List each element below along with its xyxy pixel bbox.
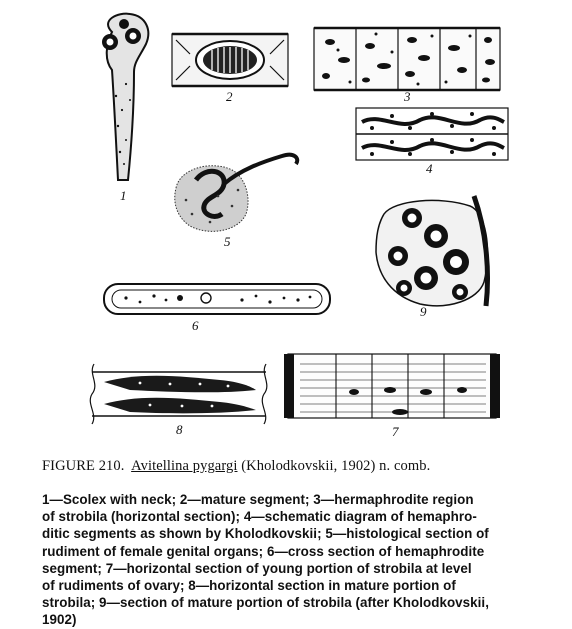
drawing-9-strobila-section: [376, 196, 488, 306]
figure-number-6: 6: [192, 318, 199, 333]
drawing-8-mature-horizontal-section: [90, 364, 267, 424]
drawing-3-hermaphrodite-region: [314, 28, 500, 90]
drawing-4-schematic-segments: [356, 108, 508, 160]
figure-number-5: 5: [224, 234, 231, 249]
legend-line: of strobila (horizontal section); 4—schematic diagram of hemaphro-: [42, 509, 477, 525]
figure-number-1: 1: [120, 188, 127, 203]
legend-line: ditic segments as shown by Kholodkovskii; 5—histological section of: [42, 526, 489, 542]
drawing-6-cross-section: [104, 284, 330, 314]
figure-label: FIGURE 210.: [42, 458, 125, 474]
legend-line: segment; 7—horizontal section of young portion of strobila at level: [42, 560, 472, 576]
drawing-5-histological-section: [175, 155, 297, 232]
drawing-7-young-horizontal-section: [284, 354, 500, 418]
figure-number-2: 2: [226, 89, 233, 104]
species-name: Avitellina pygargi: [131, 458, 238, 474]
figure-caption-heading: [42, 458, 562, 475]
legend-line: 1—Scolex with neck; 2—mature segment; 3—hermaphrodite region: [42, 492, 474, 507]
legend-line: of rudiments of ovary; 8—horizontal section in mature portion of: [42, 578, 456, 594]
figure-number-7: 7: [392, 424, 399, 439]
legend-line: strobila; 9—section of mature portion of strobila (after Kholodkovskii,: [42, 595, 489, 611]
figure-number-9: 9: [420, 304, 427, 319]
drawing-2-mature-segment: [172, 34, 288, 86]
species-authority: (Kholodkovskii, 1902) n. comb.: [241, 458, 431, 474]
figure-number-3: 3: [404, 89, 411, 104]
legend-line: rudiment of female genital organs; 6—cross section of hemaphrodite: [42, 543, 485, 559]
figure-number-4: 4: [426, 161, 433, 176]
figure-number-8: 8: [176, 422, 183, 437]
legend-line: 1902): [42, 612, 77, 628]
figure-legend: [42, 491, 552, 629]
drawing-1-scolex: [102, 14, 148, 180]
